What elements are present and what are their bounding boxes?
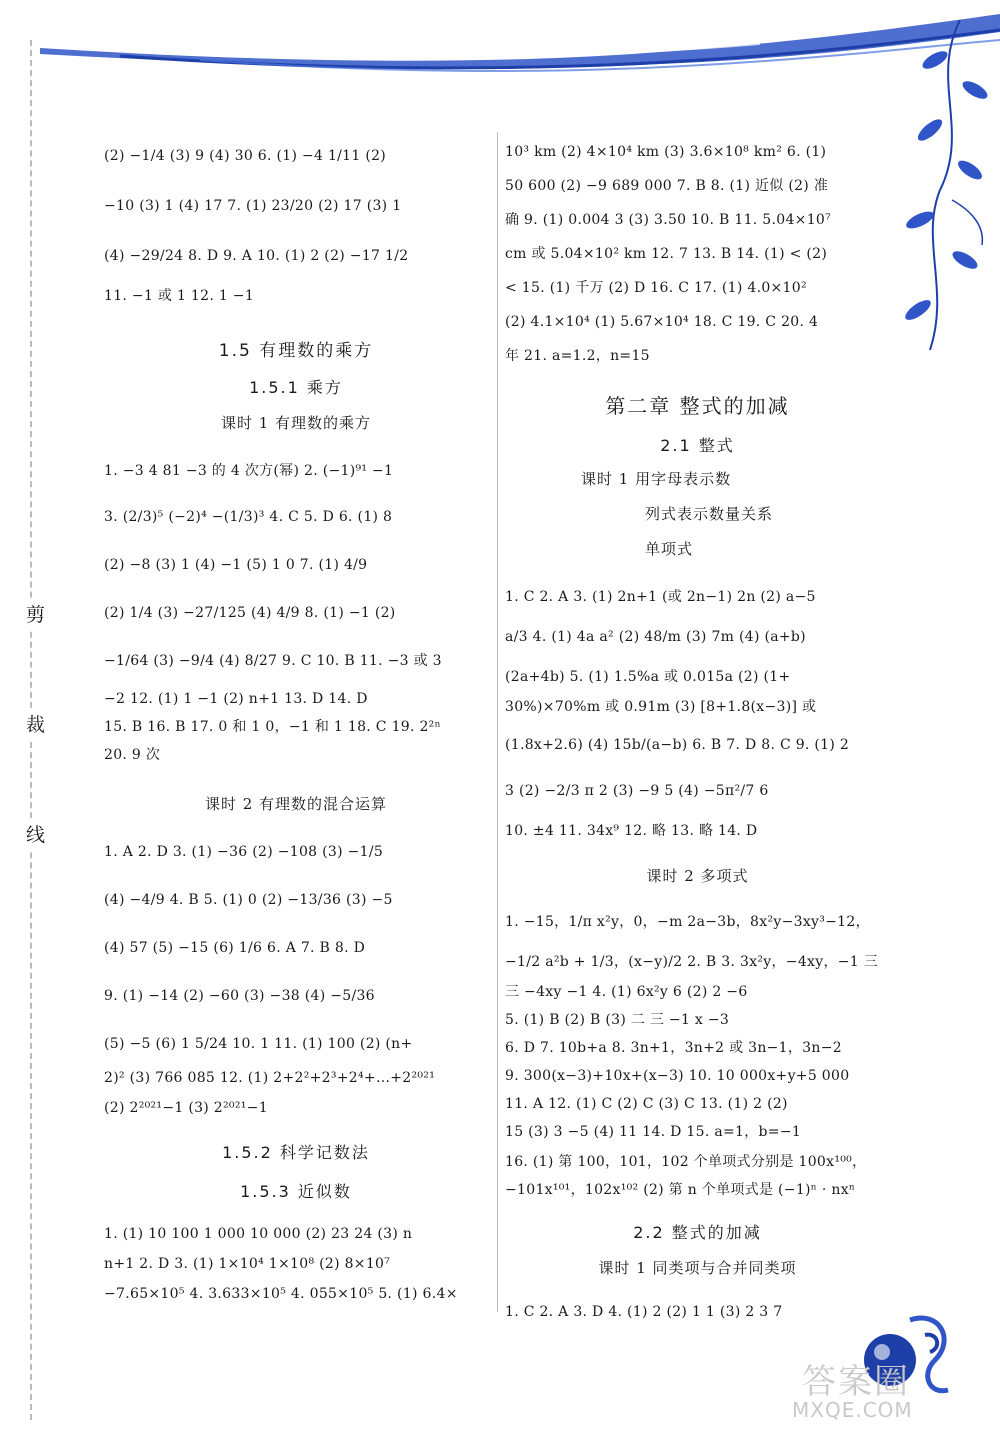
answer-line: 三 −4xy −1 4. (1) 6x²y 6 (2) 2 −6 (505, 984, 748, 1000)
answer-line: 确 9. (1) 0.004 3 (3) 3.50 10. B 11. 5.04×10⁷ (505, 212, 832, 228)
answer-line: 15. B 16. B 17. 0 和 1 0，−1 和 1 18. C 19. 2²ⁿ (104, 719, 441, 735)
answer-line: cm 或 5.04×10² km 12. 7 13. B 14. (1) < (2) (505, 246, 828, 262)
answer-line: (2) −1/4 (3) 9 (4) 30 6. (1) −4 1/11 (2) (104, 148, 387, 164)
answer-line: 16. (1) 第 100，101，102 个单项式分别是 100x¹⁰⁰， (505, 1154, 867, 1170)
lesson-heading: 单项式 (645, 540, 694, 558)
answer-line: (2) 1/4 (3) −27/125 (4) 4/9 8. (1) −1 (2) (104, 605, 396, 621)
answer-line: 1. −3 4 81 −3 的 4 次方(幂) 2. (−1)⁹¹ −1 (104, 463, 394, 479)
answer-line: 15 (3) 3 −5 (4) 11 14. D 15. a=1，b=−1 (505, 1124, 802, 1140)
answer-line: (1.8x+2.6) (4) 15b/(a−b) 6. B 7. D 8. C 9. (1) 2 (505, 737, 850, 753)
cut-label: 剪 (26, 598, 45, 629)
lesson-heading: 列式表示数量关系 (645, 505, 774, 523)
watermark-text: 答案圈 (802, 1362, 910, 1402)
left-column (104, 134, 488, 1302)
subsection-heading: 1.5.2 科学记数法 (222, 1143, 370, 1162)
answer-line: (4) 57 (5) −15 (6) 1/6 6. A 7. B 8. D (104, 940, 366, 956)
answer-line: 1. −15，1/π x²y，0，−m 2a−3b，8x²y−3xy³−12， (505, 914, 870, 930)
answer-line: (5) −5 (6) 1 5/24 10. 1 11. (1) 100 (2) (n+ (104, 1036, 413, 1052)
answer-line: 11. A 12. (1) C (2) C (3) C 13. (1) 2 (2) (505, 1096, 788, 1112)
lesson-heading: 课时 1 有理数的乘方 (220, 414, 372, 432)
answer-line: n+1 2. D 3. (1) 1×10⁴ 1×10⁸ (2) 8×10⁷ (104, 1256, 391, 1272)
answer-line: −2 12. (1) 1 −1 (2) n+1 13. D 14. D (104, 691, 368, 707)
lesson-heading: 课时 2 有理数的混合运算 (204, 795, 388, 813)
answer-line: 3 (2) −2/3 π 2 (3) −9 5 (4) −5π²/7 6 (505, 783, 769, 799)
answer-line: (2) −8 (3) 1 (4) −1 (5) 1 0 7. (1) 4/9 (104, 557, 368, 573)
cut-label: 裁 (26, 708, 45, 739)
cut-label: 线 (26, 818, 45, 849)
answer-line: −1/64 (3) −9/4 (4) 8/27 9. C 10. B 11. −3 或 3 (104, 653, 442, 669)
answer-line: 5. (1) B (2) B (3) 二 三 −1 x −3 (505, 1012, 730, 1028)
answer-line: −10 (3) 1 (4) 17 7. (1) 23/20 (2) 17 (3) 1 (104, 198, 402, 214)
answer-line: < 15. (1) 千万 (2) D 16. C 17. (1) 4.0×10² (505, 280, 807, 296)
vine-decoration (890, 20, 1000, 350)
answer-line: (2) 4.1×10⁴ (1) 5.67×10⁴ 18. C 19. C 20. 4 (505, 314, 819, 330)
answer-line: 10. ±4 11. 34x⁹ 12. 略 13. 略 14. D (505, 823, 758, 839)
right-column (505, 134, 890, 1320)
answer-line: 11. −1 或 1 12. 1 −1 (104, 288, 255, 304)
header-banner (0, 0, 1000, 120)
subsection-heading: 1.5.1 乘方 (249, 378, 343, 397)
lesson-heading: 课时 2 多项式 (646, 867, 749, 885)
answer-line: 1. (1) 10 100 1 000 10 000 (2) 23 24 (3) n (104, 1226, 413, 1242)
answer-line: −7.65×10⁵ 4. 3.633×10⁵ 4. 055×10⁵ 5. (1) 6.4× (104, 1286, 458, 1302)
section-heading: 2.1 整式 (660, 436, 735, 455)
chapter-heading: 第二章 整式的加减 (605, 394, 790, 418)
section-heading: 2.2 整式的加减 (633, 1223, 762, 1242)
answer-line: 30%)×70%m 或 0.91m (3) [8+1.8(x−3)] 或 (505, 699, 817, 715)
answer-line: (4) −29/24 8. D 9. A 10. (1) 2 (2) −17 1/2 (104, 248, 409, 264)
answer-line: (2a+4b) 5. (1) 1.5%a 或 0.015a (2) (1+ (505, 669, 791, 685)
answer-line: (2) 2²⁰²¹−1 (3) 2²⁰²¹−1 (104, 1100, 268, 1116)
answer-line: 9. 300(x−3)+10x+(x−3) 10. 10 000x+y+5 000 (505, 1068, 850, 1084)
lesson-heading: 课时 1 用字母表示数 (581, 470, 732, 488)
answer-line: 2)² (3) 766 085 12. (1) 2+2²+2³+2⁴+…+2²⁰²¹ (104, 1070, 436, 1086)
answer-line: −101x¹⁰¹，102x¹⁰² (2) 第 n 个单项式是 (−1)ⁿ · nxⁿ (505, 1182, 856, 1198)
answer-line: a/3 4. (1) 4a a² (2) 48/m (3) 7m (4) (a+b) (505, 629, 806, 645)
answer-line: 3. (2/3)⁵ (−2)⁴ −(1/3)³ 4. C 5. D 6. (1) 8 (104, 509, 393, 525)
answer-line: 年 21. a=1.2，n=15 (505, 348, 650, 364)
watermark-url: MXQE.COM (792, 1398, 913, 1422)
answer-line: 9. (1) −14 (2) −60 (3) −38 (4) −5/36 (104, 988, 375, 1004)
answer-line: (4) −4/9 4. B 5. (1) 0 (2) −13/36 (3) −5 (104, 892, 393, 908)
answer-line: 20. 9 次 (104, 747, 161, 763)
answer-line: 1. A 2. D 3. (1) −36 (2) −108 (3) −1/5 (104, 844, 384, 860)
column-divider (497, 132, 498, 1312)
answer-line: 1. C 2. A 3. (1) 2n+1 (或 2n−1) 2n (2) a−5 (505, 589, 816, 605)
answer-line: 10³ km (2) 4×10⁴ km (3) 3.6×10⁸ km² 6. (1) (505, 144, 827, 160)
answer-line: 6. D 7. 10b+a 8. 3n+1，3n+2 或 3n−1，3n−2 (505, 1040, 842, 1056)
subsection-heading: 1.5.3 近似数 (240, 1182, 352, 1201)
answer-line: −1/2 a²b + 1/3，(x−y)/2 2. B 3. 3x²y，−4xy，−1 三 (505, 954, 879, 970)
watermark (782, 1354, 982, 1434)
answer-line: 1. C 2. A 3. D 4. (1) 2 (2) 1 1 (3) 2 3 7 (505, 1304, 783, 1320)
lesson-heading: 课时 1 同类项与合并同类项 (598, 1259, 797, 1277)
section-heading: 1.5 有理数的乘方 (218, 341, 374, 361)
answer-line: 50 600 (2) −9 689 000 7. B 8. (1) 近似 (2) 准 (505, 178, 829, 194)
